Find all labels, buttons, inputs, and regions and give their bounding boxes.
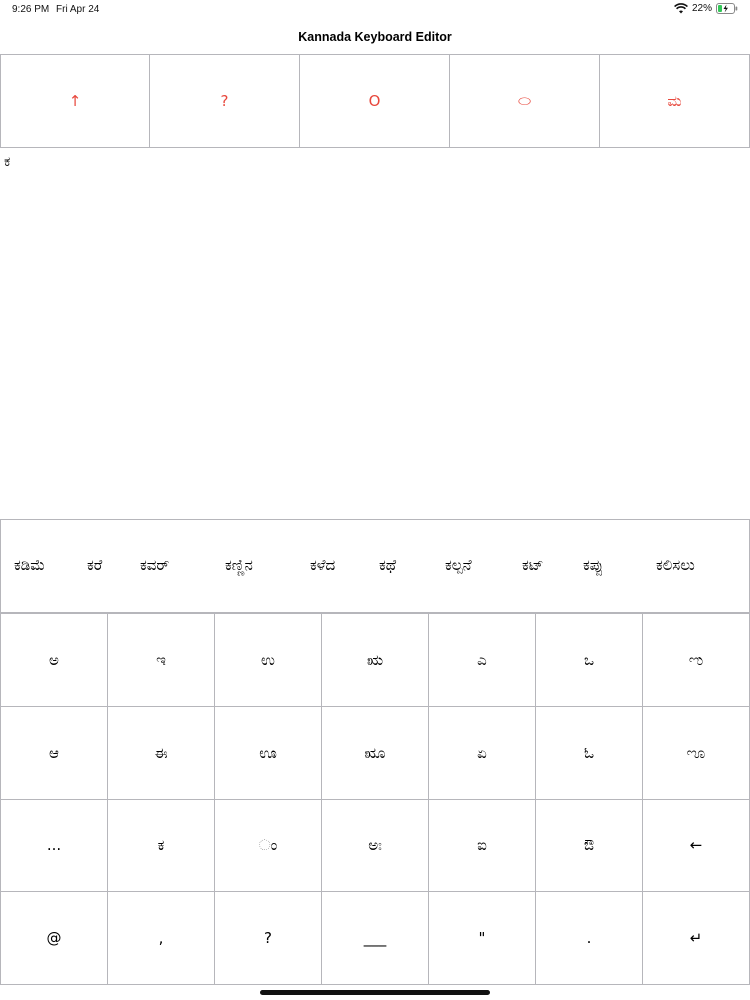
space-key[interactable]: ___ <box>322 891 429 984</box>
key-oo[interactable]: ಓ <box>536 706 643 799</box>
key-comma[interactable]: , <box>108 891 215 984</box>
key-ee[interactable]: ಏ <box>429 706 536 799</box>
letter-o-button[interactable]: O <box>300 55 450 147</box>
key-quote[interactable]: " <box>429 891 536 984</box>
oval-button[interactable]: ⬭ <box>450 55 600 147</box>
key-e[interactable]: ಎ <box>429 613 536 706</box>
toolbar <box>0 54 750 148</box>
kannada-ma-button[interactable]: ಮ <box>600 55 750 147</box>
key-vocalic-ll[interactable]: ೡ <box>643 706 750 799</box>
key-vocalic-l[interactable]: ಌ <box>643 613 750 706</box>
text-editor[interactable] <box>0 148 750 519</box>
key-ai[interactable]: ಐ <box>429 799 536 892</box>
shift-button[interactable]: ↑ <box>0 55 150 147</box>
key-vocalic-rr[interactable]: ೠ <box>322 706 429 799</box>
suggestion-item[interactable]: ಕಪ್ಪು <box>583 556 604 574</box>
home-indicator[interactable] <box>260 990 490 995</box>
key-at[interactable]: @ <box>1 891 108 984</box>
key-u[interactable]: ಉ <box>215 613 322 706</box>
status-bar <box>0 0 750 20</box>
suggestion-item[interactable]: ಕಥೆ <box>379 556 397 574</box>
keyboard-grid <box>0 613 750 985</box>
suggestion-item[interactable]: ಕಲಿಸಲು <box>656 556 695 574</box>
key-uu[interactable]: ಊ <box>215 706 322 799</box>
key-more[interactable]: ... <box>1 799 108 892</box>
backspace-key[interactable]: ← <box>643 799 750 892</box>
key-a[interactable]: ಅ <box>1 613 108 706</box>
key-ka[interactable]: ಕ <box>108 799 215 892</box>
return-key[interactable]: ↵ <box>643 891 750 984</box>
suggestion-item[interactable]: ಕಳೆದ <box>310 556 336 574</box>
status-right <box>674 3 738 14</box>
key-i[interactable]: ಇ <box>108 613 215 706</box>
key-visarga[interactable]: ಅಃ <box>322 799 429 892</box>
suggestion-item[interactable]: ಕರೆ <box>87 556 103 574</box>
help-button[interactable]: ? <box>150 55 300 147</box>
battery-charging-icon <box>716 3 738 14</box>
suggestion-item[interactable]: ಕವರ್ <box>140 556 170 574</box>
key-anusvara[interactable]: ◌ಂ <box>215 799 322 892</box>
wifi-icon <box>674 3 688 14</box>
suggestion-item[interactable]: ಕಣ್ಣಿನ <box>225 556 253 574</box>
suggestion-item[interactable]: ಕಟ್ <box>522 556 544 574</box>
key-ii[interactable]: ಈ <box>108 706 215 799</box>
status-time: 9:26 PM <box>12 4 50 15</box>
key-vocalic-r[interactable]: ಋ <box>322 613 429 706</box>
suggestion-bar <box>0 519 750 613</box>
suggestion-item[interactable]: ಕಲ್ಪನೆ <box>445 556 472 574</box>
status-date: Fri Apr 24 <box>56 4 100 15</box>
key-aa[interactable]: ಆ <box>1 706 108 799</box>
battery-percent: 22% <box>691 3 712 14</box>
editor-text: ಕ <box>4 154 11 170</box>
key-au[interactable]: ಔ <box>536 799 643 892</box>
suggestion-item[interactable]: ಕಡಿಮೆ <box>14 556 46 574</box>
key-period[interactable]: . <box>536 891 643 984</box>
page-title: Kannada Keyboard Editor <box>298 29 452 44</box>
key-o[interactable]: ಒ <box>536 613 643 706</box>
key-question[interactable]: ? <box>215 891 322 984</box>
nav-bar <box>0 20 750 53</box>
